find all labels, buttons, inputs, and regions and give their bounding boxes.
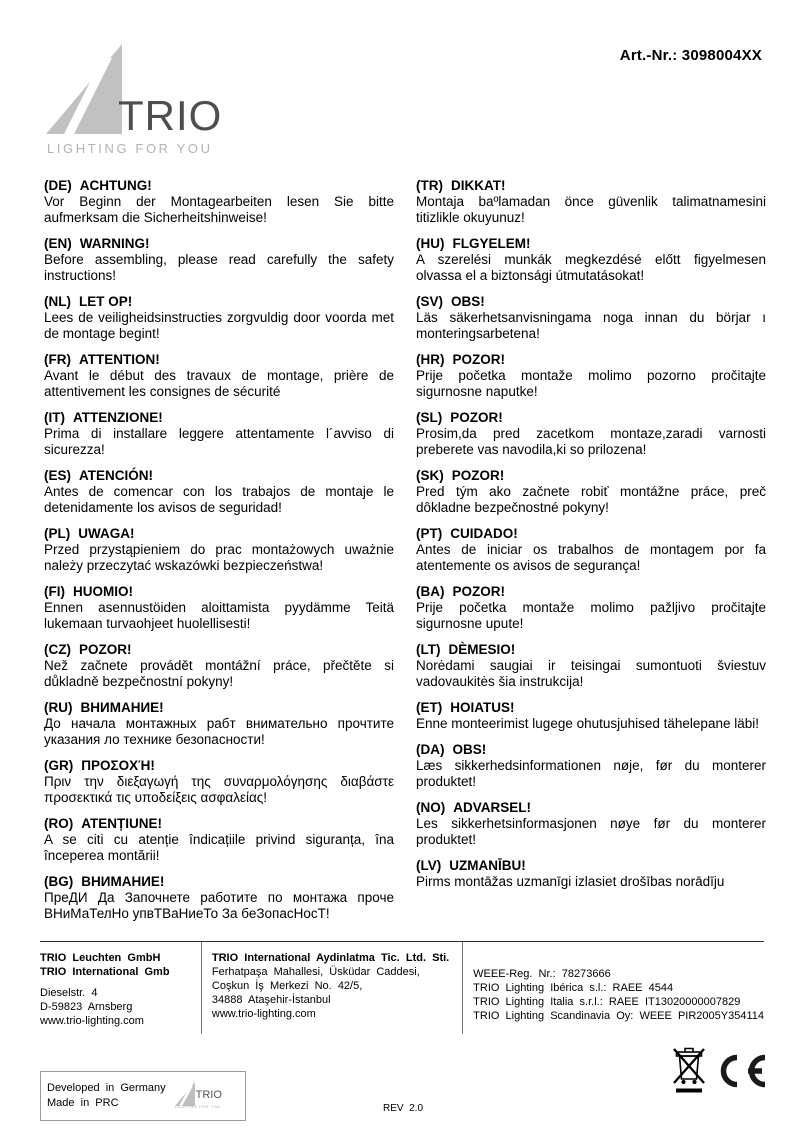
language-code: (IT) (44, 410, 65, 425)
warning-block (44, 409, 394, 458)
warning-title: ATTENZIONE! (73, 410, 163, 425)
warning-block (44, 583, 394, 632)
warning-block (416, 177, 766, 226)
footer-line: D-59823 Arnsberg (40, 1001, 133, 1013)
warning-block (416, 409, 766, 458)
warning-title: POZOR! (79, 642, 132, 657)
warning-heading (416, 235, 766, 252)
footer-line: www.trio-lighting.com (211, 1008, 316, 1020)
warning-block (416, 293, 766, 342)
warning-body: Ennen asennustöiden aloittamista pyydämme Teitä lukemaan turvaohjeet huolellisesti! (44, 600, 394, 631)
warning-title: OBS! (451, 294, 485, 309)
footer-line: TRIO International Aydinlatma Tic. Ltd. Sti. (211, 952, 450, 964)
language-code: (FI) (44, 584, 65, 599)
warning-heading (416, 799, 766, 816)
warning-block (44, 699, 394, 748)
warning-block (416, 799, 766, 848)
language-code: (ES) (44, 468, 71, 483)
warning-body: Než začnete provádět montážní práce, přečtěte si důkladně bezpečnostní pokyny! (44, 658, 394, 689)
warning-title: OBS! (452, 742, 487, 757)
warning-block (44, 641, 394, 690)
warning-body: Prima di installare leggere attentamente l´avviso di sicurezza! (44, 426, 394, 457)
warning-block (416, 467, 766, 516)
warning-heading (44, 177, 394, 194)
warning-title: POZOR! (452, 352, 505, 367)
warning-title: ACHTUNG! (79, 178, 152, 193)
warning-title: HUOMIO! (73, 584, 133, 599)
revision-label: REV 2.0 (383, 1103, 424, 1114)
warning-title: POZOR! (452, 584, 505, 599)
warning-body: Avant le début des travaux de montage, prière de attentivement les consignes de sécurité (44, 368, 394, 399)
mini-logo-tagline: LIGHTING FOR YOU (174, 1104, 221, 1109)
warning-heading (416, 583, 766, 600)
warning-body: Læs sikkerhedsinformationen nøje, før du monterer produktet! (416, 758, 766, 789)
warning-block (44, 177, 394, 226)
language-code: (SL) (416, 410, 443, 425)
warning-block (44, 873, 394, 922)
warning-heading (44, 351, 394, 368)
language-code: (HR) (416, 352, 445, 367)
warning-heading (44, 293, 394, 310)
origin-line: Developed in Germany (47, 1082, 166, 1094)
language-code: (CZ) (44, 642, 71, 657)
warning-block (416, 857, 766, 890)
footer-registrations (462, 942, 764, 1034)
warning-body: Läs säkerhetsanvisningama noga innan du börjar ı monteringsarbetena! (416, 310, 766, 341)
warning-heading (416, 293, 766, 310)
warning-heading (44, 235, 394, 252)
warning-heading (416, 177, 766, 194)
footer-line: TRIO Lighting Scandinavia Oy: WEEE PIR2005Y354114 (473, 1010, 764, 1022)
language-code: (RO) (44, 816, 74, 831)
origin-text (47, 1081, 166, 1111)
warning-body: Pred tým ako začnete robiť montážne práce, preč dôkladne bezpečnostné pokyny! (416, 484, 766, 515)
warnings-column-left (44, 177, 394, 931)
warning-title: ВНИМАНИЕ! (80, 700, 164, 715)
warning-body: Prosim,da pred zacetkom montaze,zaradi varnosti preberete vas navodila,ki so prilozena! (416, 426, 766, 457)
warning-block (416, 583, 766, 632)
warning-body: A se citi cu atenție îndicațiile privind siguranța, îna începerea montării! (44, 832, 394, 863)
warning-title: ΠΡΟΣΟΧΉ! (81, 758, 155, 773)
mini-logo-wordmark: TRIO (195, 1089, 222, 1101)
language-code: (RU) (44, 700, 73, 715)
warnings-section (44, 177, 766, 931)
footer (40, 941, 764, 1034)
warning-body: Przed przystąpieniem do prac montażowych uważnie należy przeczytać wskazówki bezpieczeństwa! (44, 542, 394, 573)
language-code: (ET) (416, 700, 443, 715)
footer-company-de (40, 942, 201, 1034)
warning-block (44, 235, 394, 284)
language-code: (BA) (416, 584, 445, 599)
warning-block (416, 351, 766, 400)
warning-block (44, 293, 394, 342)
language-code: (GR) (44, 758, 74, 773)
warning-title: ВНИМАНИЕ! (81, 874, 165, 889)
warning-title: HOIATUS! (450, 700, 515, 715)
warning-body: Norėdami saugiai ir teisingai sumontuoti šviestuv vadovaukitės šia instrukcija! (416, 658, 766, 689)
warning-title: DIKKAT! (451, 178, 506, 193)
footer-line: Coşkun İş Merkezi No. 42/5, (211, 980, 363, 992)
language-code: (SK) (416, 468, 444, 483)
footer-company-tr (201, 942, 462, 1034)
warning-title: UWAGA! (78, 526, 135, 541)
warning-body: Antes de iniciar os trabalhos de montagem por fa atentemente os avisos de segurança! (416, 542, 766, 573)
warning-heading (44, 815, 394, 832)
language-code: (DE) (44, 178, 72, 193)
footer-line: TRIO Leuchten GmbH (40, 952, 161, 964)
warning-heading (416, 351, 766, 368)
language-code: (SV) (416, 294, 443, 309)
warning-block (416, 741, 766, 790)
logo-wordmark: TRIO (118, 92, 223, 139)
warnings-column-right (416, 177, 766, 931)
warning-title: POZOR! (451, 468, 505, 483)
warning-body: Enne monteerimist lugege ohutusjuhised tähelepane läbi! (416, 716, 759, 731)
warning-title: ADVARSEL! (453, 800, 532, 815)
trio-logo (46, 44, 246, 162)
language-code: (LV) (416, 858, 442, 873)
origin-box (40, 1071, 246, 1121)
weee-crossed-out-bin-icon (672, 1044, 706, 1099)
warning-body: Vor Beginn der Montagearbeiten lesen Sie bitte aufmerksam die Sicherheitshinweise! (44, 194, 394, 225)
warning-heading (416, 641, 766, 658)
warning-block (44, 525, 394, 574)
language-code: (BG) (44, 874, 74, 889)
warning-block (416, 699, 766, 732)
language-code: (NL) (44, 294, 71, 309)
language-code: (PT) (416, 526, 443, 541)
trio-mini-logo (175, 1080, 233, 1112)
warning-block (44, 815, 394, 864)
footer-line: 34888 Ataşehir-İstanbul (211, 994, 331, 1006)
language-code: (TR) (416, 178, 443, 193)
language-code: (LT) (416, 642, 441, 657)
footer-line: www.trio-lighting.com (40, 1015, 144, 1027)
warning-body: Antes de comencar con los trabajos de montaje le detenidamente los avisos de seguridad! (44, 484, 394, 515)
language-code: (PL) (44, 526, 71, 541)
footer-line: Dieselstr. 4 (40, 987, 98, 999)
warning-title: POZOR! (450, 410, 503, 425)
warning-title: CUIDADO! (450, 526, 518, 541)
warning-heading (416, 699, 766, 716)
warning-body: A szerelési munkák megkezdésé előtt figyelmesen olvassa el a biztonsági útmutatásokat! (416, 252, 766, 283)
logo-tagline: LIGHTING FOR YOU (47, 141, 213, 156)
warning-title: ATTENTION! (79, 352, 160, 367)
ce-mark-icon (716, 1053, 768, 1094)
warning-title: ATENȚIUNE! (81, 816, 162, 831)
warning-block (416, 641, 766, 690)
language-code: (HU) (416, 236, 445, 251)
warning-heading (416, 525, 766, 542)
warning-title: ATENCIÓN! (79, 468, 153, 483)
warning-title: DÈMESIO! (448, 642, 516, 657)
warning-heading (44, 699, 394, 716)
warning-title: LET OP! (79, 294, 133, 309)
warning-body: Lees de veiligheidsinstructies zorgvuldig door voorda met de montage begint! (44, 310, 394, 341)
warning-heading (44, 467, 394, 484)
warning-block (44, 351, 394, 400)
footer-line: TRIO International Gmb (40, 966, 170, 978)
warning-body: До начала монтажных рабт внимательно прочтите указания ло технике безопасности! (44, 716, 394, 747)
footer-line: TRIO Lighting Italia s.r.l.: RAEE IT13020000007829 (473, 996, 741, 1008)
warning-body: Πριν την διεξαγωγή της συναρμολόγησης διαβάστε προσεκτικά τις υποδείξεις ασφαλείας! (44, 774, 394, 805)
warning-heading (44, 525, 394, 542)
footer-line: WEEE-Reg. Nr.: 78273666 (473, 968, 611, 980)
article-number: Art.-Nr.: 3098004XX (619, 47, 762, 64)
warning-body: ПреДИ Да Започнете работите по монтажа проче ВНиМаТелНо упвТВаНиеТо За беЗопасНосТ! (44, 890, 394, 921)
warning-block (416, 525, 766, 574)
footer-line: TRIO Lighting Ibérica s.l.: RAEE 4544 (473, 982, 674, 994)
warning-body: Prije početka montaže molimo pozorno pročitajte sigurnosne naputke! (416, 368, 766, 399)
language-code: (NO) (416, 800, 446, 815)
warning-heading (416, 409, 766, 426)
warning-block (416, 235, 766, 284)
warning-heading (44, 583, 394, 600)
warning-heading (416, 857, 766, 874)
warning-heading (44, 757, 394, 774)
warning-heading (44, 873, 394, 890)
warning-heading (44, 641, 394, 658)
origin-line: Made in PRC (47, 1097, 119, 1109)
warning-body: Prije početka montaže molimo pažljivo pročitajte sigurnosne upute! (416, 600, 766, 631)
warning-title: UZMANĪBU! (449, 858, 526, 873)
warning-body: Les sikkerhetsinformasjonen nøye før du monterer produktet! (416, 816, 766, 847)
warning-body: Before assembling, please read carefully the safety instructions! (44, 252, 394, 283)
warning-block (44, 757, 394, 806)
warning-body: Montaja baºlamadan önce güvenlik talimatnamesini titizlikle okuyunuz! (416, 194, 766, 225)
warning-heading (416, 741, 766, 758)
footer-line: Ferhatpaşa Mahallesi, Üsküdar Caddesi, (211, 966, 420, 978)
warning-block (44, 467, 394, 516)
language-code: (DA) (416, 742, 445, 757)
language-code: (EN) (44, 236, 72, 251)
warning-title: WARNING! (79, 236, 150, 251)
warning-heading (44, 409, 394, 426)
language-code: (FR) (44, 352, 71, 367)
warning-body: Pirms montāžas uzmanīgi izlasiet drošības norādīju (416, 874, 725, 889)
warning-title: FLGYELEM! (452, 236, 531, 251)
warning-heading (416, 467, 766, 484)
